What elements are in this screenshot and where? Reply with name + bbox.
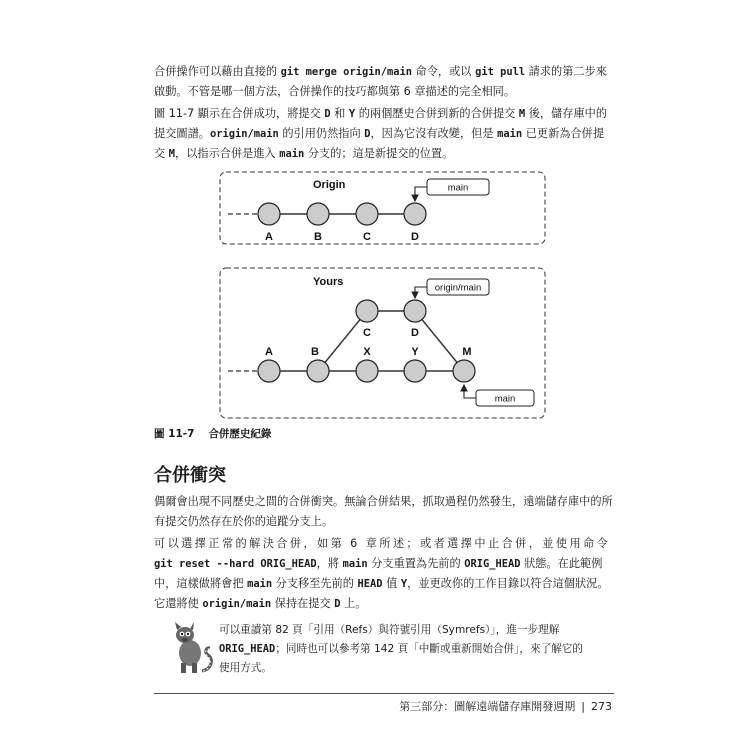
- text-run: 分支的；這是新提交的位置。: [304, 147, 454, 160]
- commit-label-c: C: [363, 231, 371, 243]
- code-inline: Y: [400, 578, 408, 590]
- text-run: ，以指示合併是進入: [175, 147, 280, 160]
- text-run: 的引用仍然指向: [278, 127, 365, 140]
- text-run: 狀態。在此範例中，這樣做將會把: [154, 557, 603, 590]
- text-run: 和: [330, 107, 349, 120]
- code-orig-head: ORIG_HEAD: [219, 643, 276, 655]
- ref-label-main: main: [447, 182, 469, 194]
- code-inline: origin/main: [209, 128, 279, 140]
- code-inline: HEAD: [357, 578, 383, 590]
- commit-node-c: [356, 203, 378, 225]
- commit-node-b-main: [307, 360, 329, 382]
- paragraph-reset-option: [154, 534, 614, 614]
- text-run: ，因為它沒有改變，但是: [370, 127, 498, 140]
- ref-label-main: main: [494, 393, 516, 405]
- code-inline: origin/main: [202, 598, 272, 610]
- paragraph-merge-intro: [154, 62, 614, 102]
- text-run: 合併操作可以藉由直接的: [154, 65, 281, 78]
- text-run: 分支重置為先前的: [367, 557, 465, 570]
- text-run: 保持在提交: [271, 597, 335, 610]
- text-run: ；同時也可以參考第 142 頁「中斷或重新開始合併」，來了解它的使用方式。: [219, 643, 583, 674]
- figure-caption-text: 合併歷史紀錄: [208, 428, 272, 440]
- paragraph-merge-conflict: 偶爾會出現不同歷史之間的合併衝突。無論合併結果，抓取過程仍然發生，遠端儲存庫中的所有提交仍然存在於你的追蹤分支上。: [154, 495, 613, 528]
- commit-node-a-main: [258, 360, 280, 382]
- footer-part-title: 第三部分：圖解遠端儲存庫開發週期: [399, 700, 576, 713]
- text-run: 請求的第二步來啟動。不管是哪一個方法，合併操作的技巧都與第 6 章描述的完全相同。: [154, 65, 607, 98]
- code-inline: M: [518, 108, 526, 120]
- commit-label-b: B: [314, 231, 322, 243]
- code-git-pull: git pull: [475, 66, 526, 78]
- text-run: 上。: [340, 597, 367, 610]
- ref-label-origin-main: origin/main: [434, 282, 482, 294]
- commit-node-a: [258, 203, 280, 225]
- text-run: 圖 11-7 顯示在合併成功，將提交: [154, 107, 325, 120]
- page-number: 273: [591, 700, 612, 713]
- section-heading: 合併衝突: [154, 465, 226, 486]
- footer-rule: [154, 693, 614, 694]
- text-run: ，將: [316, 557, 343, 570]
- commit-node-m-main: [453, 360, 475, 382]
- commit-node-x-main: [356, 360, 378, 382]
- code-git-reset: git reset --hard ORIG_HEAD: [154, 558, 317, 570]
- yours-repository-box: [220, 268, 545, 418]
- code-inline: D: [324, 108, 331, 120]
- commit-node-y-main: [404, 360, 426, 382]
- origin-title: Origin: [313, 179, 346, 191]
- code-inline: main: [342, 558, 368, 570]
- yours-title: Yours: [313, 276, 344, 288]
- code-inline: Y: [348, 108, 356, 120]
- text-run: 已更新為合併提交: [154, 127, 605, 160]
- commit-label-c: C: [363, 327, 371, 339]
- commit-node-d-branch: [404, 300, 426, 322]
- commit-label-m: M: [462, 346, 472, 358]
- code-inline: main: [497, 128, 523, 140]
- code-inline: main: [247, 578, 273, 590]
- commit-label-d: D: [411, 327, 419, 339]
- commit-label-a: A: [265, 231, 273, 243]
- commit-label-y: Y: [411, 346, 419, 358]
- text-run: 分支移至先前的: [272, 577, 358, 590]
- text-run: 可以選擇正常的解決合併，如第 6 章所述；或者選擇中止合併，並使用命令: [154, 537, 611, 550]
- tip-note: [172, 621, 592, 677]
- text-run: 值: [382, 577, 401, 590]
- code-inline: D: [334, 598, 341, 610]
- note-text: [219, 621, 591, 678]
- commit-node-b: [307, 203, 329, 225]
- footer-separator: |: [581, 700, 585, 713]
- page-footer: [399, 698, 612, 714]
- commit-label-b: B: [311, 346, 319, 358]
- commit-label-d: D: [411, 231, 419, 243]
- code-git-merge: git merge origin/main: [280, 66, 412, 78]
- paragraph-figure-description: [154, 104, 614, 164]
- commit-label-x: X: [363, 346, 371, 358]
- commit-label-a: A: [265, 346, 273, 358]
- code-inline: main: [279, 148, 305, 160]
- lemur-icon: [172, 621, 216, 675]
- text-run: 的兩個歷史合併到新的合併提交: [355, 107, 519, 120]
- text-run: 命令，或以: [412, 65, 476, 78]
- origin-repository-box: [220, 172, 545, 244]
- commit-node-d: [404, 203, 426, 225]
- figure-caption: [154, 426, 285, 441]
- commit-node-c-branch: [356, 300, 378, 322]
- code-inline: ORIG_HEAD: [464, 558, 521, 570]
- text-run: 後，儲存庫中的提交圖譜。: [154, 107, 608, 140]
- commit-graph-figure: [213, 168, 553, 424]
- text-run: ，並更改你的工作目錄以符合這個狀況。它還將使: [154, 577, 609, 610]
- text-run: 可以重讀第 82 頁「引用（Refs）與符號引用（Symrefs）」，進一步理解: [219, 624, 560, 636]
- code-inline: D: [364, 128, 371, 140]
- code-inline: M: [168, 148, 176, 160]
- figure-number: 圖 11-7: [154, 428, 195, 440]
